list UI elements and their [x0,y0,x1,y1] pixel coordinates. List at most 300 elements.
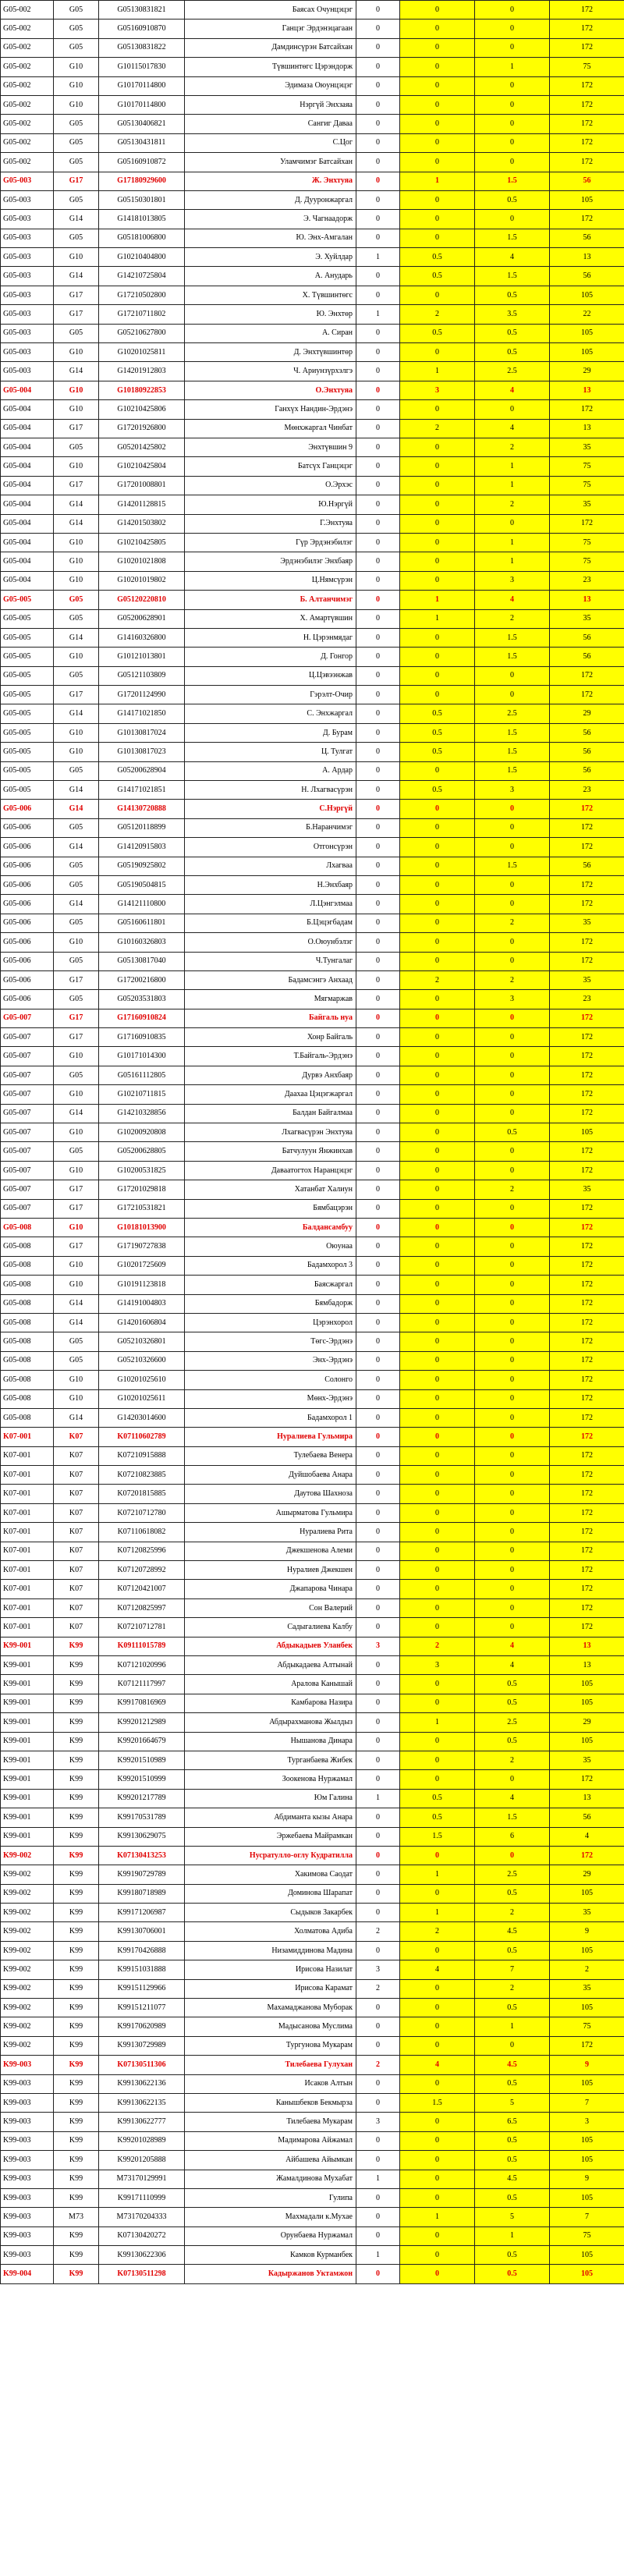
class-cell: G17 [54,1180,99,1199]
group-cell: G05-003 [1,343,54,362]
value2-cell: 0 [400,1123,475,1142]
value3-cell: 4 [475,591,550,609]
value2-cell: 0 [400,1219,475,1237]
value2-cell: 0 [400,552,475,571]
name-cell: Даахаа Цэцэгжаргал [185,1085,356,1104]
table-row [1,875,624,894]
group-cell: G05-002 [1,58,54,76]
value2-cell: 0 [400,1028,475,1047]
class-cell: K99 [54,1675,99,1694]
table-row-highlighted [1,591,624,609]
group-cell: G05-003 [1,305,54,324]
rank-cell: 105 [550,2265,624,2283]
value3-cell: 1 [475,552,550,571]
value1-cell: 0 [356,609,400,628]
code-cell: G14160326800 [99,628,185,647]
class-cell: K99 [54,1979,99,1998]
value1-cell: 0 [356,38,400,57]
class-cell: G05 [54,990,99,1009]
class-cell: G10 [54,95,99,114]
table-row [1,2208,624,2227]
value1-cell: 0 [356,1351,400,1370]
value3-cell: 0 [475,20,550,38]
value1-cell: 1 [356,248,400,267]
value3-cell: 2 [475,970,550,989]
value2-cell: 0 [400,1770,475,1789]
value1-cell: 0 [356,1199,400,1218]
class-cell: G10 [54,533,99,552]
value1-cell: 0 [356,1827,400,1846]
code-cell: G17201926800 [99,419,185,438]
code-cell: G10201025611 [99,1389,185,1408]
value3-cell: 4.5 [475,2170,550,2188]
value2-cell: 0 [400,1466,475,1485]
value2-cell: 0 [400,115,475,133]
value2-cell: 2 [400,1922,475,1941]
value3-cell: 0 [475,133,550,152]
group-cell: G05-006 [1,818,54,837]
class-cell: K99 [54,1770,99,1789]
group-cell: K99-001 [1,1770,54,1789]
table-row [1,1618,624,1637]
value2-cell: 0 [400,933,475,952]
class-cell: G14 [54,1408,99,1427]
value3-cell: 2 [475,1751,550,1769]
table-row [1,1066,624,1084]
table-row [1,1732,624,1751]
rank-cell: 56 [550,267,624,286]
code-cell: G17201029818 [99,1180,185,1199]
name-cell: Ганхүх Нандин-Эрдэнэ [185,400,356,419]
class-cell: G10 [54,1123,99,1142]
table-row [1,1827,624,1846]
group-cell: K99-003 [1,2208,54,2227]
class-cell: G05 [54,190,99,209]
rank-cell: 13 [550,591,624,609]
group-cell: G05-006 [1,895,54,914]
code-cell: M73170204333 [99,2208,185,2227]
rank-cell: 172 [550,2036,624,2055]
class-cell: K07 [54,1598,99,1617]
class-cell: G10 [54,1371,99,1389]
table-row [1,2170,624,2188]
rank-cell: 35 [550,1904,624,1922]
table-row [1,1523,624,1542]
value1-cell: 0 [356,1028,400,1047]
value2-cell: 0 [400,2227,475,2245]
table-row-highlighted [1,1428,624,1446]
group-cell: K99-001 [1,1732,54,1751]
value2-cell: 2 [400,305,475,324]
rank-cell: 105 [550,1732,624,1751]
class-cell: K07 [54,1428,99,1446]
name-cell: Нэргүй Энхзаяа [185,95,356,114]
group-cell: G05-004 [1,514,54,533]
value1-cell: 2 [356,1979,400,1998]
value3-cell: 0 [475,1523,550,1542]
value2-cell: 0 [400,38,475,57]
class-cell: K07 [54,1446,99,1465]
group-cell: G05-005 [1,609,54,628]
table-row [1,1332,624,1351]
name-cell: Камков Курманбек [185,2246,356,2265]
rank-cell: 35 [550,914,624,932]
code-cell: G10201025610 [99,1371,185,1389]
name-cell: Х. Амартүвшин [185,609,356,628]
name-cell: Ц.Нямсүрэн [185,571,356,590]
group-cell: K99-002 [1,1904,54,1922]
table-row [1,2017,624,2036]
group-cell: G05-002 [1,1,54,20]
name-cell: Энх-Эрдэнэ [185,1351,356,1370]
rank-cell: 172 [550,1389,624,1408]
value2-cell: 0 [400,1694,475,1712]
group-cell: G05-007 [1,1161,54,1180]
code-cell: K99170620989 [99,2017,185,2036]
name-cell: А. Анударь [185,267,356,286]
rank-cell: 23 [550,990,624,1009]
group-cell: K99-002 [1,2036,54,2055]
name-cell: Балдансамбуу [185,1219,356,1237]
value2-cell: 0 [400,1523,475,1542]
code-cell: K07120728992 [99,1561,185,1580]
rank-cell: 9 [550,2170,624,2188]
value3-cell: 0.5 [475,1732,550,1751]
value1-cell: 0 [356,2074,400,2093]
group-cell: G05-005 [1,761,54,780]
value1-cell: 0 [356,267,400,286]
rank-cell: 172 [550,76,624,95]
name-cell: Садыгалиева Калбу [185,1618,356,1637]
value1-cell: 0 [356,2093,400,2112]
group-cell: G05-002 [1,115,54,133]
value1-cell: 0 [356,20,400,38]
value2-cell: 0.5 [400,324,475,342]
class-cell: G17 [54,1028,99,1047]
value3-cell: 2 [475,495,550,514]
value2-cell: 1 [400,1904,475,1922]
rank-cell: 172 [550,95,624,114]
code-cell: G05150301801 [99,190,185,209]
value3-cell: 4.5 [475,1922,550,1941]
group-cell: K99-002 [1,1960,54,1979]
value3-cell: 1 [475,457,550,476]
code-cell: K99180718989 [99,1884,185,1903]
class-cell: K99 [54,1637,99,1655]
table-row [1,1904,624,1922]
name-cell: Ч. Ариунзүрхэлгэ [185,362,356,381]
group-cell: G05-004 [1,495,54,514]
value1-cell: 0 [356,2017,400,2036]
name-cell: А. Сиран [185,324,356,342]
name-cell: Байгаль нуа [185,1009,356,1027]
code-cell: K99170531789 [99,1808,185,1827]
code-cell: G14210725804 [99,267,185,286]
value1-cell: 0 [356,781,400,800]
rank-cell: 29 [550,1713,624,1732]
value1-cell: 0 [356,1009,400,1027]
code-cell: G05121103809 [99,666,185,685]
value3-cell: 6.5 [475,2113,550,2131]
value1-cell: 1 [356,2170,400,2188]
class-cell: K99 [54,1846,99,1865]
value2-cell: 0 [400,1542,475,1560]
class-cell: G05 [54,609,99,628]
code-cell: G05130431811 [99,133,185,152]
code-cell: G10121013801 [99,648,185,666]
name-cell: Э. Чагнаадорж [185,210,356,229]
rank-cell: 105 [550,286,624,304]
value1-cell: 0 [356,2227,400,2245]
group-cell: G05-007 [1,1123,54,1142]
value1-cell: 0 [356,210,400,229]
value1-cell: 0 [356,1770,400,1789]
class-cell: K07 [54,1466,99,1485]
table-row [1,1123,624,1142]
rank-cell: 75 [550,2017,624,2036]
rank-cell: 172 [550,895,624,914]
name-cell: Хонр Байгаль [185,1028,356,1047]
name-cell: Л.Цэнгэлмаа [185,895,356,914]
table-row [1,761,624,780]
rank-cell: 172 [550,1104,624,1123]
value3-cell: 0 [475,895,550,914]
code-cell: K07210712780 [99,1503,185,1522]
group-cell: G05-004 [1,552,54,571]
value1-cell: 0 [356,1580,400,1598]
value1-cell: 0 [356,686,400,704]
class-cell: G14 [54,628,99,647]
name-cell: Дуйшобаева Анара [185,1466,356,1485]
name-cell: Төгс-Эрдэнэ [185,1332,356,1351]
table-row [1,838,624,857]
value3-cell: 0 [475,153,550,172]
name-cell: Түвшинтөгс Цэрэндорж [185,58,356,76]
value1-cell: 2 [356,2056,400,2074]
table-row [1,571,624,590]
value1-cell: 0 [356,1389,400,1408]
name-cell: Сон Валерий [185,1598,356,1617]
name-cell: Бадамсэнгэ Анхаад [185,970,356,989]
code-cell: G05200628805 [99,1142,185,1161]
table-row [1,2074,624,2093]
table-row [1,1960,624,1979]
class-cell: G10 [54,1276,99,1294]
table-row [1,1047,624,1066]
code-cell: G10210425804 [99,457,185,476]
rank-cell: 172 [550,1332,624,1351]
class-cell: G17 [54,286,99,304]
value2-cell: 0 [400,457,475,476]
value3-cell: 0 [475,1371,550,1389]
code-cell: K07110618082 [99,1523,185,1542]
class-cell: G14 [54,781,99,800]
code-cell: K99130729989 [99,2036,185,2055]
group-cell: G05-008 [1,1237,54,1256]
code-cell: G17160910824 [99,1009,185,1027]
code-cell: G10210404800 [99,248,185,267]
group-cell: K99-003 [1,2227,54,2245]
value2-cell: 0.5 [400,723,475,742]
rank-cell: 172 [550,514,624,533]
class-cell: K99 [54,1789,99,1808]
rank-cell: 4 [550,1827,624,1846]
class-cell: G05 [54,324,99,342]
name-cell: Юм Галина [185,1789,356,1808]
code-cell: K09111015789 [99,1637,185,1655]
value2-cell: 0 [400,2246,475,2265]
value3-cell: 0 [475,400,550,419]
class-cell: G17 [54,970,99,989]
value3-cell: 0 [475,1161,550,1180]
group-cell: G05-008 [1,1256,54,1275]
name-cell: Кадыржанов Уктамжон [185,2265,356,2283]
value1-cell: 0 [356,1523,400,1542]
value3-cell: 0 [475,952,550,970]
code-cell: G05130406821 [99,115,185,133]
value2-cell: 0 [400,571,475,590]
group-cell: K99-003 [1,2151,54,2170]
name-cell: Ю. Энх-Амгалан [185,229,356,247]
value2-cell: 0 [400,1161,475,1180]
value3-cell: 0 [475,1294,550,1313]
name-cell: Гулипа [185,2188,356,2207]
code-cell: K99151129966 [99,1979,185,1998]
name-cell: Мадысанова Муслима [185,2017,356,2036]
rank-cell: 105 [550,190,624,209]
value1-cell: 0 [356,115,400,133]
value2-cell: 0 [400,1751,475,1769]
value3-cell: 0 [475,1085,550,1104]
class-cell: K07 [54,1580,99,1598]
value3-cell: 2 [475,914,550,932]
table-row [1,1294,624,1313]
value3-cell: 3.5 [475,305,550,324]
value1-cell: 3 [356,2113,400,2131]
table-row [1,190,624,209]
class-cell: K99 [54,2188,99,2207]
class-cell: G14 [54,267,99,286]
rank-cell: 172 [550,133,624,152]
class-cell: K99 [54,2227,99,2245]
value3-cell: 0 [475,1256,550,1275]
value1-cell: 0 [356,1485,400,1503]
group-cell: K99-003 [1,2113,54,2131]
table-row-highlighted [1,381,624,399]
name-cell: Аралова Канышай [185,1675,356,1694]
table-row-highlighted [1,800,624,818]
table-row [1,1446,624,1465]
rank-cell: 13 [550,419,624,438]
value2-cell: 2 [400,970,475,989]
group-cell: G05-007 [1,1009,54,1027]
class-cell: K99 [54,2246,99,2265]
value3-cell: 0 [475,1466,550,1485]
group-cell: G05-002 [1,20,54,38]
value3-cell: 1.5 [475,628,550,647]
class-cell: G17 [54,305,99,324]
value1-cell: 0 [356,1808,400,1827]
code-cell: G10130817023 [99,743,185,761]
value1-cell: 0 [356,533,400,552]
table-row [1,781,624,800]
value1-cell: 3 [356,1637,400,1655]
code-cell: G14201606804 [99,1313,185,1332]
value2-cell: 0.5 [400,743,475,761]
name-cell: Сыдыков Закарбек [185,1904,356,1922]
value1-cell: 0 [356,400,400,419]
name-cell: Ашырматова Гульмира [185,1503,356,1522]
name-cell: Низамиддинова Мадина [185,1941,356,1960]
code-cell: K07130420272 [99,2227,185,2245]
table-row [1,2188,624,2207]
table-row [1,362,624,381]
rank-cell: 172 [550,838,624,857]
table-row [1,1276,624,1294]
code-cell: G17201124990 [99,686,185,704]
table-row [1,476,624,495]
name-cell: Д. Бурам [185,723,356,742]
name-cell: Ц. Тулгат [185,743,356,761]
group-cell: G05-003 [1,190,54,209]
rank-cell: 172 [550,1561,624,1580]
table-row [1,419,624,438]
value2-cell: 0 [400,2036,475,2055]
name-cell: Отгонсүрэн [185,838,356,857]
name-cell: Б.Цэцэгбадам [185,914,356,932]
code-cell: G10115017830 [99,58,185,76]
rank-cell: 75 [550,552,624,571]
group-cell: K99-001 [1,1675,54,1694]
value3-cell: 4 [475,1789,550,1808]
value1-cell: 0 [356,381,400,399]
code-cell: K99130622136 [99,2074,185,2093]
value1-cell: 0 [356,990,400,1009]
code-cell: G17210502800 [99,286,185,304]
value3-cell: 4 [475,419,550,438]
rank-cell: 172 [550,1770,624,1789]
value3-cell: 0 [475,875,550,894]
group-cell: G05-003 [1,362,54,381]
table-row [1,1351,624,1370]
rank-cell: 172 [550,1009,624,1027]
value2-cell: 0 [400,838,475,857]
name-cell: О.Эрхэс [185,476,356,495]
code-cell: G10170114800 [99,95,185,114]
value1-cell: 0 [356,1294,400,1313]
class-cell: G05 [54,875,99,894]
value2-cell: 1 [400,1713,475,1732]
class-cell: G10 [54,1256,99,1275]
table-row [1,743,624,761]
code-cell: K07201815885 [99,1485,185,1503]
name-cell: Лхагвасүрэн Энхтуяа [185,1123,356,1142]
group-cell: K99-002 [1,2017,54,2036]
value1-cell: 0 [356,1256,400,1275]
value2-cell: 4 [400,2056,475,2074]
value2-cell: 0 [400,648,475,666]
group-cell: G05-005 [1,781,54,800]
code-cell: G05210326801 [99,1332,185,1351]
value2-cell: 0 [400,438,475,456]
rank-cell: 13 [550,1789,624,1808]
name-cell: Мөнх-Эрдэнэ [185,1389,356,1408]
table-row [1,1922,624,1941]
value3-cell: 4 [475,1637,550,1655]
code-cell: G05201425802 [99,438,185,456]
rank-cell: 9 [550,1922,624,1941]
value3-cell: 0.5 [475,190,550,209]
